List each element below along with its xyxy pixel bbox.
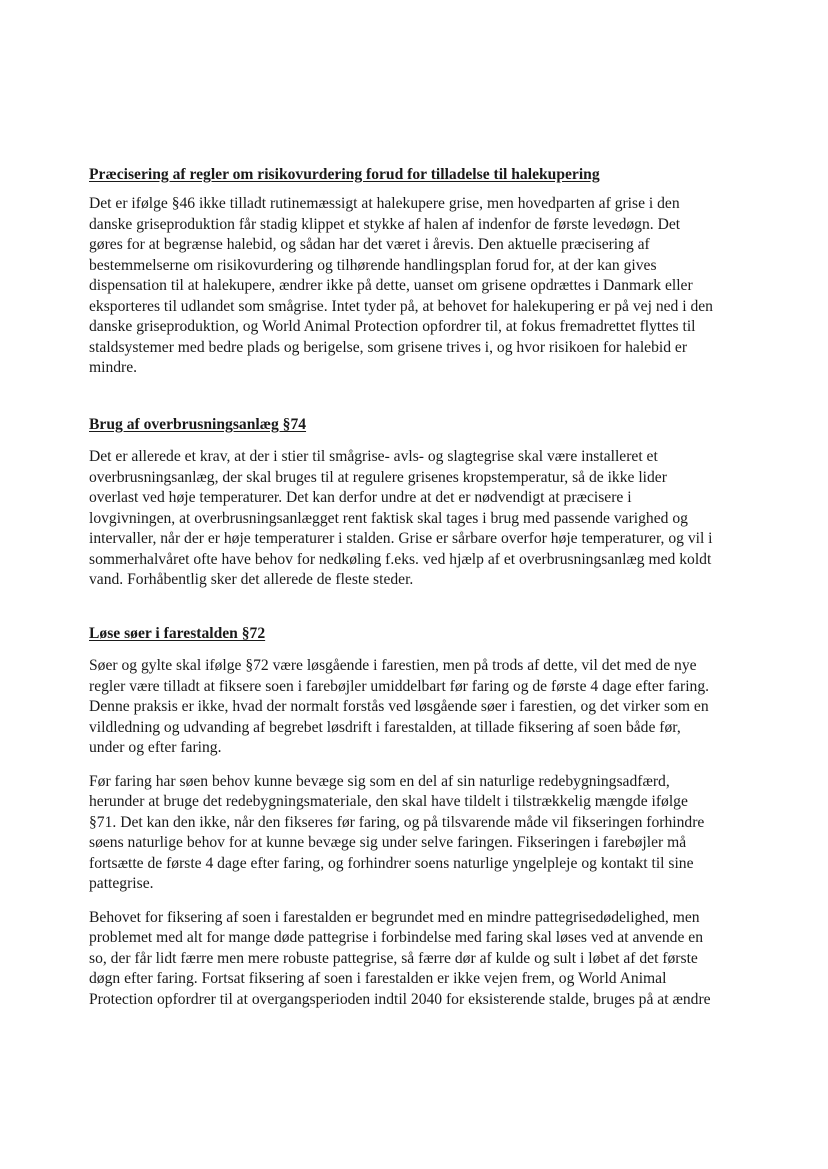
text-line: Søer og gylte skal ifølge §72 være løsgående i farestien, men på trods af dette, vil det med de nye <box>89 657 697 674</box>
text-line: bestemmelserne om risikovurdering og tilhørende handlingsplan forud for, at der kan gives <box>89 256 657 274</box>
text-line: gøres for at begrænse halebid, og sådan har det været i årevis. Den aktuelle præcisering af <box>89 236 650 253</box>
text-line: Før faring har søen behov kunne bevæge sig som en del af sin naturlige redebygningsadfærd, <box>89 772 670 790</box>
text-line: overbrusningsanlæg, der skal bruges til at regulere grisenes kropstemperatur, så de ikke lider <box>89 468 667 486</box>
paragraph <box>89 908 737 1011</box>
text-line: herunder at bruge det redebygningsmateriale, den skal have tildelt i tilstrækkelig mængde ifølge <box>89 793 688 810</box>
text-line: Behovet for fiksering af soen i farestalden er begrundet med en mindre pattegrisedødelighed, men <box>89 908 700 926</box>
text-line: intervaller, når der er høje temperaturer i stalden. Grise er sårbare overfor høje temperaturer, og vil i <box>89 530 713 547</box>
text-line: so, der får lidt færre men mere robuste pattegrise, så færre dør af kulde og sult i løbet af det første <box>89 949 698 967</box>
paragraph <box>89 772 737 895</box>
paragraph <box>89 194 737 379</box>
text-line: vand. Forhåbentlig sker det allerede de fleste steder. <box>89 571 414 588</box>
paragraph <box>89 656 737 759</box>
text-line: eksporteres til udlandet som smågrise. Intet tyder på, at behovet for halekupering er på vej ned i den <box>89 297 713 315</box>
text-line: problemet med alt for mange døde pattegrise i forbindelse med faring skal løses ved at anvende en <box>89 929 704 946</box>
section-heading: Præcisering af regler om risikovurdering forud for tilladelse til halekupering <box>89 166 600 183</box>
text-line: §71. Det kan den ikke, når den fikseres før faring, og på tilsvarende måde vil fikseringen forhindre <box>89 813 705 831</box>
text-line: regler være tilladt at fiksere soen i farebøjler umiddelbart før faring og de første 4 dage efter faring. <box>89 677 710 695</box>
section-tail-docking <box>89 165 737 379</box>
text-line: staldsystemer med bedre plads og berigelse, som grisene trives i, og hvor risikoen for halebid er <box>89 338 688 356</box>
text-line: danske griseproduktion, og World Animal Protection opfordrer til, at fokus fremadrettet flyttes til <box>89 318 696 335</box>
text-line: Det er allerede et krav, at der i stier til smågrise- avls- og slagtegrise skal være installeret et <box>89 448 658 465</box>
text-line: under og efter faring. <box>89 739 222 756</box>
text-line: søens naturlige behov for at kunne bevæge sig under selve faringen. Fikseringen i farebøjler må <box>89 834 687 851</box>
text-line: lovgivningen, at overbrusningsanlægget rent faktisk skal tages i brug med passende varighed og <box>89 509 688 527</box>
text-line: sommerhalvåret ofte have behov for nedkøling f.eks. ved hjælp af et overbrusningsanlæg med koldt <box>89 550 712 568</box>
text-line: pattegrise. <box>89 875 154 892</box>
text-line: vildledning og udvanding af begrebet løsdrift i farestalden, at tillade fiksering af soen både før, <box>89 718 681 736</box>
paragraph <box>89 447 737 591</box>
section-sprinkler-system <box>89 415 737 591</box>
section-heading: Løse søer i farestalden §72 <box>89 625 266 642</box>
text-line: Det er ifølge §46 ikke tilladt rutinemæssigt at halekupere grise, men hovedparten af grise i den <box>89 195 680 212</box>
text-line: overlast ved høje temperaturer. Det kan derfor undre at det er nødvendigt at præcisere i <box>89 489 632 506</box>
section-loose-sows <box>89 624 737 1010</box>
section-heading: Brug af overbrusningsanlæg §74 <box>89 416 307 433</box>
text-line: Protection opfordrer til at overgangsperioden indtil 2040 for eksisterende stalde, bruges på at ændre <box>89 990 711 1008</box>
text-line: danske griseproduktion får stadig klippet et stykke af halen af indenfor de første levedøgn. Det <box>89 215 681 233</box>
text-line: fortsætte de første 4 dage efter faring, og forhindrer soens naturlige yngelpleje og kontakt til sine <box>89 854 694 872</box>
text-line: mindre. <box>89 359 138 376</box>
text-line: døgn efter faring. Fortsat fiksering af soen i farestalden er ikke vejen frem, og World Animal <box>89 970 667 987</box>
text-line: dispensation til at halekupere, ændrer ikke på dette, uanset om grisene opdrættes i Danmark eller <box>89 277 693 294</box>
text-line: Denne praksis er ikke, hvad der normalt forstås ved løsgående søer i farestien, og det virker som en <box>89 698 709 715</box>
